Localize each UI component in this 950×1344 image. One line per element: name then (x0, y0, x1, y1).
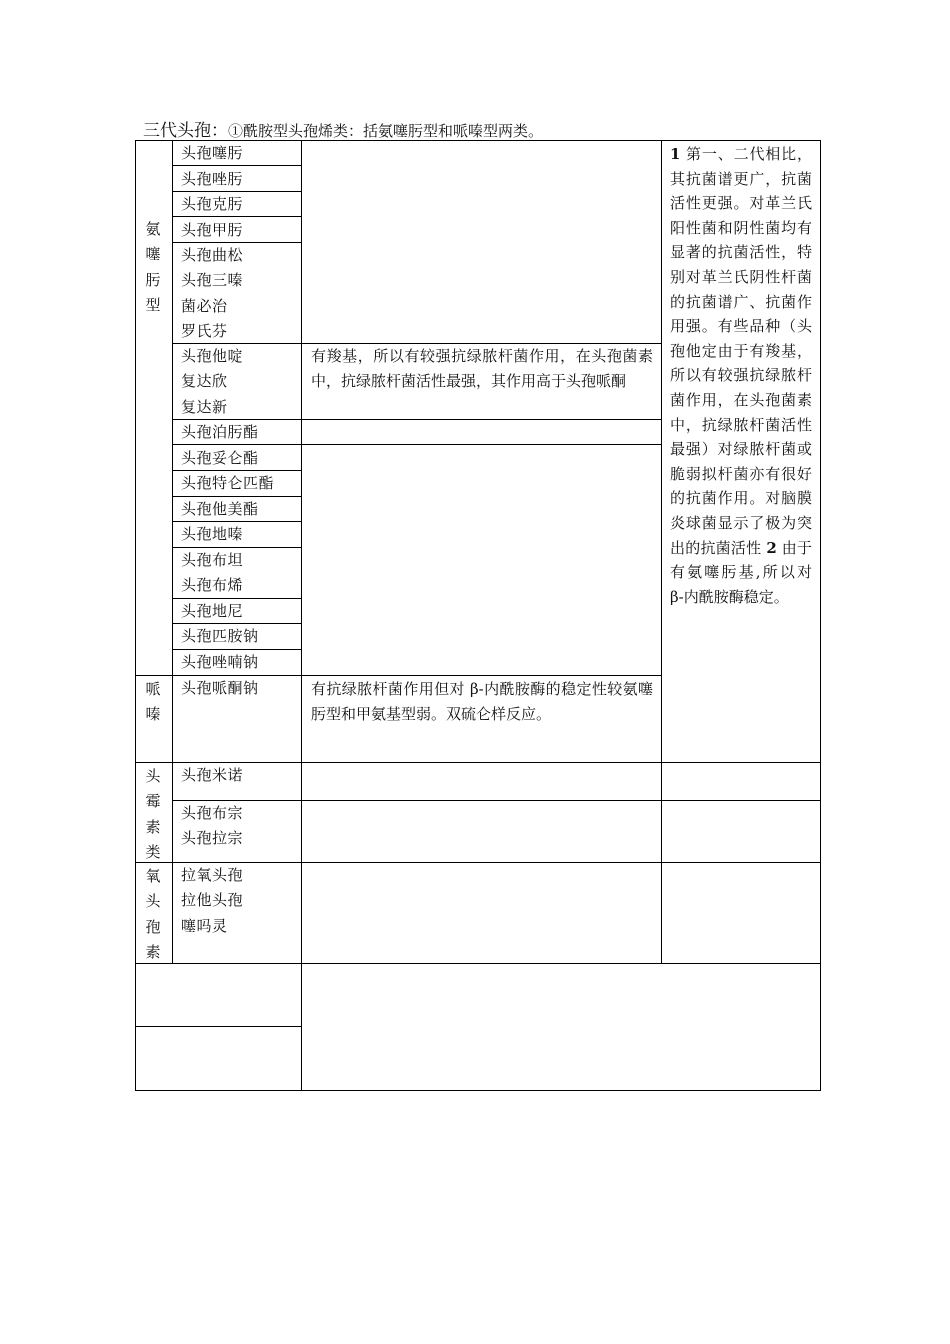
side-note-marker-1: 1 (670, 145, 681, 163)
drug-cell: 头孢他啶 复达欣 复达新 (181, 347, 244, 416)
drug-cell: 头孢克肟 (181, 195, 244, 213)
group-aminothiazole: 氨噻肟型 (145, 220, 161, 315)
heading-sub: ①酰胺型头孢烯类：括氨噻肟型和哌嗪型两类。 (228, 122, 544, 140)
drug-cell: 头孢甲肟 (181, 221, 244, 239)
drug-cell: 头孢唑肟 (181, 170, 244, 188)
side-note-part-2: 由于有氨噻肟基,所以对 β-内酰胺酶稳定。 (670, 538, 812, 606)
drug-cell: 头孢米诺 (181, 766, 244, 784)
drug-cell: 头孢特仑匹酯 (181, 474, 275, 492)
drug-cell: 头孢妥仑酯 (181, 449, 259, 467)
side-note (670, 142, 812, 609)
drug-cell: 头孢布坦 头孢布烯 (181, 551, 244, 595)
heading-main: 三代头孢： (143, 121, 228, 141)
drug-cell: 拉氧头孢 拉他头孢 噻吗灵 (181, 866, 244, 935)
group-cephamycin: 头霉素类 (145, 767, 161, 862)
page-title (143, 116, 543, 141)
drug-cell: 头孢地嗪 (181, 525, 244, 543)
side-note-marker-2: 2 (766, 538, 777, 557)
drug-cell: 头孢地尼 (181, 602, 244, 620)
drug-cell: 头孢匹胺钠 (181, 627, 259, 645)
note-cefoperazone: 有抗绿脓杆菌作用但对 β-内酰胺酶的稳定性较氨噻肟型和甲氨基型弱。双硫仑样反应。 (311, 680, 653, 724)
note-ceftazidime: 有羧基，所以有较强抗绿脓杆菌作用，在头孢菌素中，抗绿脓杆菌活性最强，其作用高于头孢哌酮 (311, 347, 653, 391)
drug-cell: 头孢泊肟酯 (181, 423, 259, 441)
drug-cell: 头孢曲松 头孢三嗪 菌必治 罗氏芬 (181, 246, 244, 341)
drug-cell: 头孢唑喃钠 (181, 653, 259, 671)
drug-cell: 头孢哌酮钠 (181, 679, 259, 697)
drug-cell: 头孢他美酯 (181, 500, 259, 518)
drug-cell: 头孢噻肟 (181, 144, 244, 162)
group-oxacephem: 氧头孢素 (145, 867, 161, 962)
group-piperazine: 哌嗪 (145, 680, 161, 724)
side-note-part-1: 第一、二代相比，其抗菌谱更广，抗菌活性更强。对革兰氏阳性菌和阴性菌均有显著的抗菌活性，特别对革兰氏阴性杆菌的抗菌谱广、抗菌作用强。有些品种（头孢他定由于有羧基，所以有较强抗绿脓杆菌作用，在头孢菌素中，抗绿脓杆菌活性最强）对绿脓杆菌或脆弱拟杆菌亦有很好的抗菌作用。对脑膜炎球菌显示了极为突出的抗菌活性 (670, 145, 812, 557)
drug-cell: 头孢布宗 头孢拉宗 (181, 804, 244, 848)
